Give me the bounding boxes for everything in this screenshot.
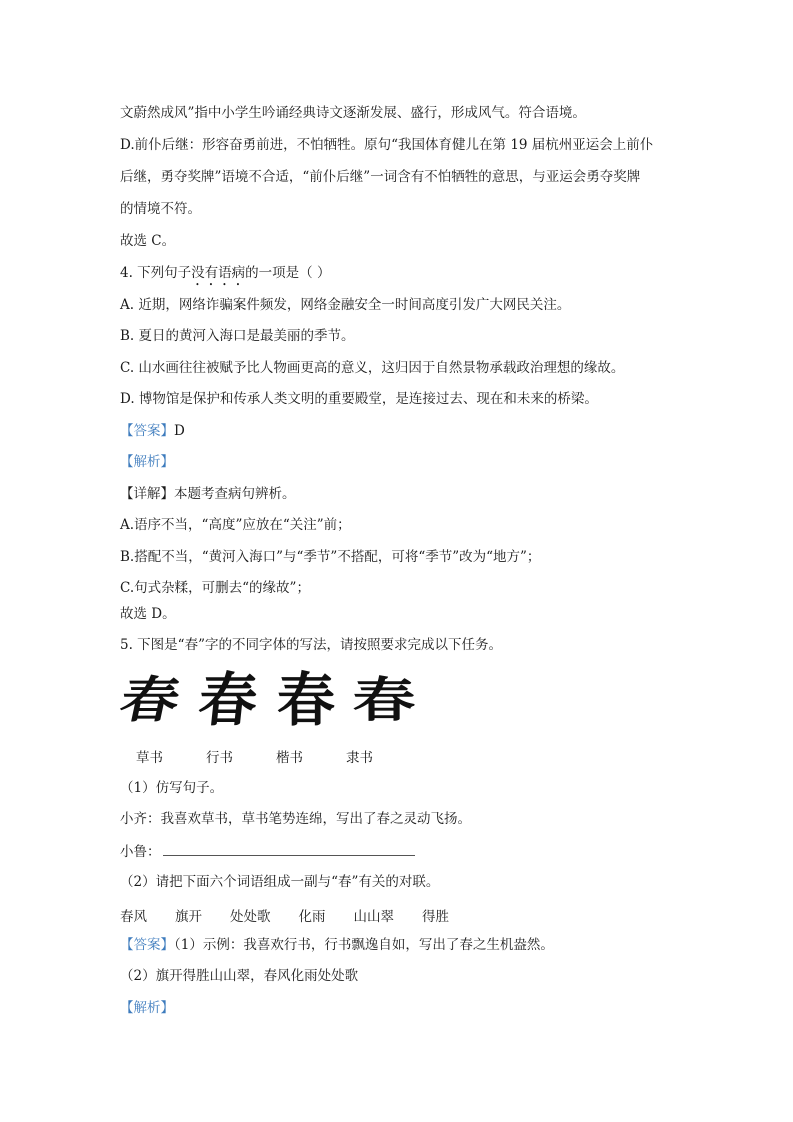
question-5-stem: 5. 下图是“春”字的不同字体的写法，请按照要求完成以下任务。 — [120, 637, 502, 653]
calligraphy-regular: 春 — [276, 666, 335, 734]
example-sentence: 小齐：我喜欢草书，草书笔势连绵，写出了春之灵动飞扬。 — [120, 811, 471, 827]
word: 山山翠 — [353, 909, 394, 925]
calligraphy-label: 楷书 — [276, 750, 303, 766]
word-list — [120, 905, 477, 925]
answer-label: 【答案】 — [120, 937, 174, 953]
answer-row — [120, 421, 185, 441]
text-line: D.前仆后继：形容奋勇前进，不怕牺牲。原句“我国体育健儿在第 19 届杭州亚运会上前仆 — [120, 137, 654, 153]
detail-text: 【详解】本题考查病句辨析。 — [120, 486, 296, 502]
option-c: C. 山水画往往被赋予比人物画更高的意义，这归因于自然景物承载政治理想的缘故。 — [120, 360, 625, 376]
word: 旗开 — [175, 909, 202, 925]
stem-suffix: 的一项是（ ） — [245, 265, 331, 281]
calligraphy-labels — [136, 746, 416, 766]
calligraphy-label: 隶书 — [346, 750, 373, 766]
text-line: 后继，勇夺奖牌”语境不合适，“前仆后继”一词含有不怕牺牲的意思，与亚运会勇夺奖牌 — [120, 169, 641, 185]
stem-prefix: 4. 下列句子 — [120, 265, 192, 281]
option-d: D. 博物馆是保护和传承人类文明的重要殿堂，是连接过去、现在和未来的桥梁。 — [120, 391, 598, 407]
option-a: A. 近期，网络诈骗案件频发，网络金融安全一时间高度引发广大网民关注。 — [120, 297, 571, 313]
answer-label: 【答案】 — [120, 423, 174, 439]
answer-1: （1）示例：我喜欢行书，行书飘逸自如，写出了春之生机盎然。 — [174, 937, 554, 953]
answer-value: D — [174, 423, 185, 439]
text-line: 文蔚然成风”指中小学生吟诵经典诗文逐渐发展、盛行，形成风气。符合语境。 — [120, 105, 586, 121]
answer-2: （2）旗开得胜山山翠，春风化雨处处歌 — [120, 968, 359, 984]
blank-prefix: 小鲁： — [120, 844, 161, 860]
calligraphy-cursive: 春 — [114, 671, 186, 729]
word: 化雨 — [298, 909, 326, 925]
explanation-a: A.语序不当，“高度”应放在“关注”前； — [120, 517, 351, 533]
part2-title: （2）请把下面六个词语组成一副与“春”有关的对联。 — [120, 874, 440, 890]
word: 处处歌 — [230, 909, 271, 925]
word: 得胜 — [422, 909, 449, 925]
fill-blank-row — [120, 841, 415, 862]
calligraphy-label: 草书 — [136, 750, 163, 766]
answer-row — [120, 935, 554, 955]
explanation-b: B.搭配不当，“黄河入海口”与“季节”不搭配，可将“季节”改为“地方”； — [120, 549, 541, 565]
conclusion-text: 故选 D。 — [120, 606, 176, 622]
calligraphy-clerical: 春 — [352, 672, 416, 728]
calligraphy-figure — [114, 666, 416, 734]
part1-title: （1）仿写句子。 — [120, 780, 224, 796]
word: 春风 — [120, 909, 147, 925]
text-line: 的情境不符。 — [120, 201, 201, 217]
conclusion-text: 故选 C。 — [120, 233, 176, 249]
calligraphy-label: 行书 — [206, 750, 233, 766]
option-b: B. 夏日的黄河入海口是最美丽的季节。 — [120, 328, 355, 344]
stem-emphasis: 没有语病 — [191, 265, 246, 281]
explanation-c: C.句式杂糅，可删去“的缘故”； — [120, 580, 310, 596]
question-4-stem — [120, 263, 330, 289]
analysis-label: 【解析】 — [120, 1000, 174, 1016]
analysis-label: 【解析】 — [120, 454, 174, 470]
answer-blank-line[interactable] — [163, 841, 415, 856]
calligraphy-running: 春 — [195, 666, 261, 734]
